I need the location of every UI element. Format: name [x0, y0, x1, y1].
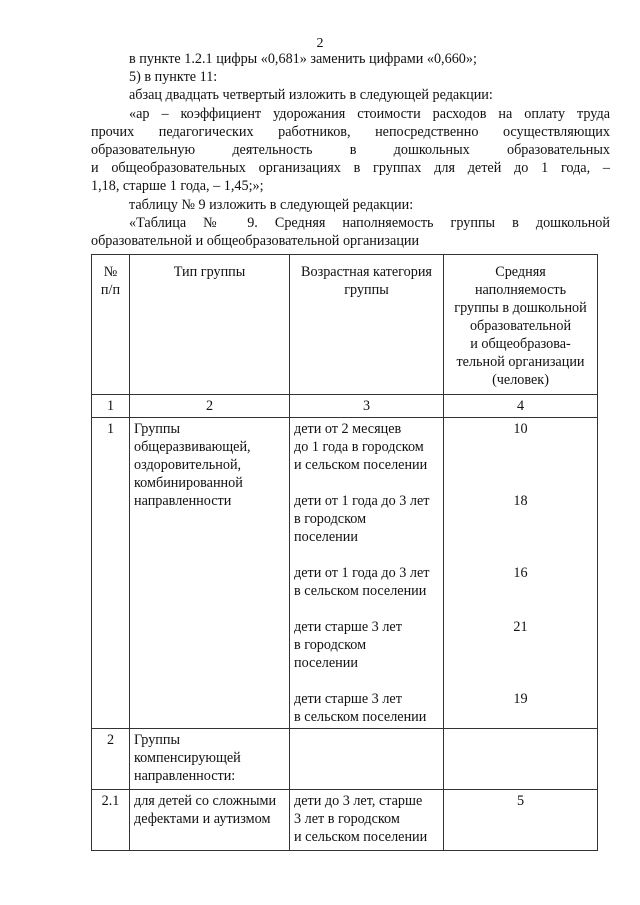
- col-number: 2: [130, 395, 290, 418]
- table-row: [92, 729, 598, 790]
- header-avg: Средняя наполняемость группы в дошкольной образовательной и общеобразова- тельной организации (человек): [444, 255, 598, 395]
- paragraph-line: и общеобразовательных организациях в группах для детей до 1 года, –: [91, 160, 610, 177]
- col-number: 1: [92, 395, 130, 418]
- paragraph: абзац двадцать четвертый изложить в следующей редакции:: [129, 87, 493, 104]
- group-type: Группы общеразвивающей, оздоровительной, комбинированной направленности: [130, 418, 290, 729]
- row-num: 2.1: [92, 790, 130, 851]
- age-category: дети от 2 месяцев до 1 года в городском и сельском поселении дети от 1 года до 3 лет в городском поселении дети от 1 года до 3 лет в сельском поселении дети старше 3 лет в городском поселении дети старше 3 лет в сельском поселении: [290, 418, 444, 729]
- groups-table: [91, 254, 598, 851]
- avg-value: 5: [444, 790, 598, 851]
- paragraph: «ар – коэффициент удорожания стоимости расходов на оплату труда: [129, 105, 610, 122]
- table-row: [92, 790, 598, 851]
- paragraph-line: образовательную деятельность в дошкольных образовательных: [91, 141, 610, 158]
- page-number: 2: [316, 36, 324, 51]
- column-number-row: [92, 395, 598, 418]
- table-caption: «Таблица № 9. Средняя наполняемость группы в дошкольной: [129, 214, 610, 231]
- col-number: 4: [444, 395, 598, 418]
- avg-value: 10 18 16 21 19: [444, 418, 598, 729]
- paragraph: 5) в пункте 11:: [129, 69, 218, 86]
- paragraph-line: прочих педагогических работников, непосредственно осуществляющих: [91, 123, 610, 140]
- body-text: [91, 50, 610, 250]
- table-caption-line: образовательной и общеобразовательной организации: [91, 232, 420, 249]
- table-header-row: [92, 255, 598, 395]
- header-type: Тип группы: [130, 255, 290, 395]
- age-category: дети до 3 лет, старше 3 лет в городском и сельском поселении: [290, 790, 444, 851]
- col-number: 3: [290, 395, 444, 418]
- group-type: Группы компенсирующей направленности:: [130, 729, 290, 790]
- paragraph: в пункте 1.2.1 цифры «0,681» заменить цифрами «0,660»;: [129, 51, 477, 67]
- table-row: [92, 418, 598, 729]
- age-category: [290, 729, 444, 790]
- avg-value: [444, 729, 598, 790]
- paragraph-line: 1,18, старше 1 года, – 1,45;»;: [91, 178, 264, 195]
- row-num: 2: [92, 729, 130, 790]
- paragraph: таблицу № 9 изложить в следующей редакции:: [129, 196, 414, 213]
- header-num: № п/п: [92, 255, 130, 395]
- row-num: 1: [92, 418, 130, 729]
- header-age: Возрастная категория группы: [290, 255, 444, 395]
- group-type: для детей со сложными дефектами и аутизмом: [130, 790, 290, 851]
